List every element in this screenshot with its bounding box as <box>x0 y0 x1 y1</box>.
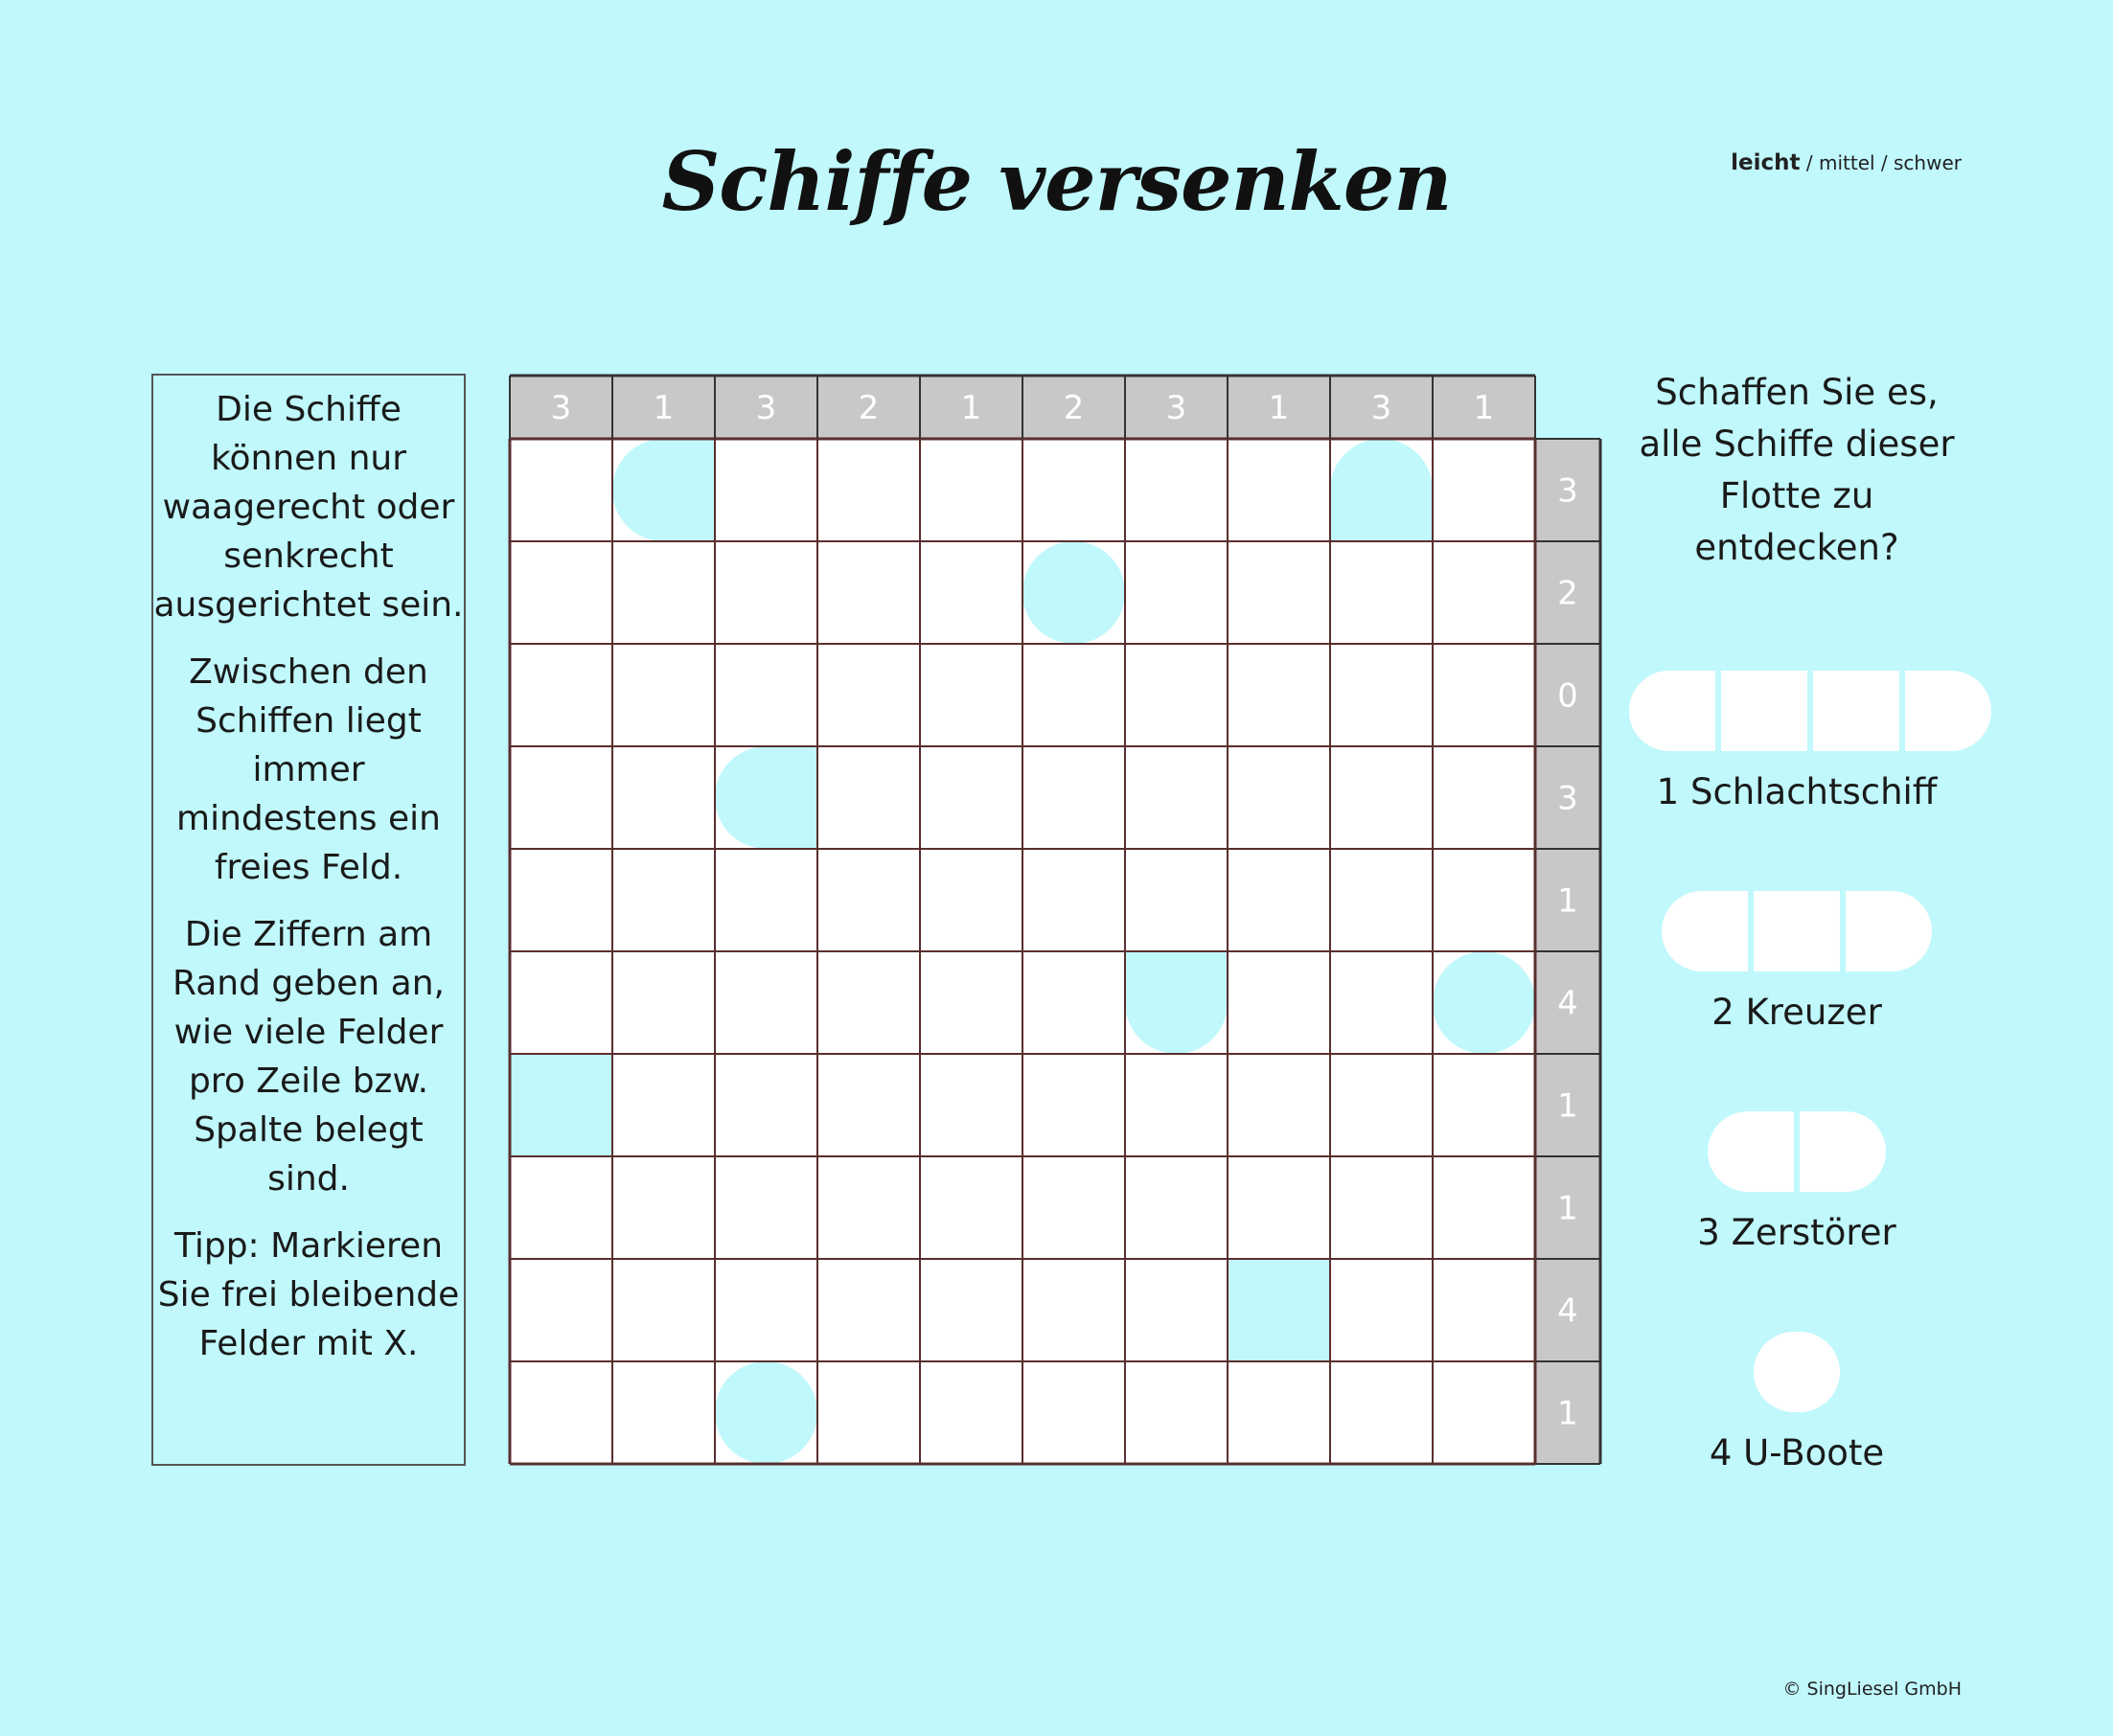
grid-cell[interactable] <box>612 1054 715 1156</box>
fleet-ship-icon <box>1629 671 1991 751</box>
grid-cell[interactable] <box>1125 1054 1228 1156</box>
grid-cell[interactable] <box>510 849 612 951</box>
grid-cell[interactable] <box>715 541 817 644</box>
grid-cell[interactable] <box>1330 746 1433 849</box>
grid-cell[interactable] <box>1125 541 1228 644</box>
fleet-ship-body <box>1662 891 1932 971</box>
row-clue: 4 <box>1557 984 1578 1023</box>
grid-cell[interactable] <box>1125 644 1228 746</box>
difficulty-hard[interactable]: schwer <box>1894 151 1962 174</box>
grid-cell[interactable] <box>1433 1259 1535 1361</box>
fleet-item <box>1629 671 1964 814</box>
grid-cell[interactable] <box>920 951 1022 1054</box>
grid-cell[interactable] <box>612 951 715 1054</box>
column-clue: 1 <box>653 389 675 427</box>
row-clue: 1 <box>1557 1189 1578 1228</box>
grid-cell[interactable] <box>817 849 920 951</box>
fleet-item <box>1629 1111 1964 1255</box>
row-clue: 4 <box>1557 1291 1578 1331</box>
column-clue: 2 <box>1063 389 1085 427</box>
hint-ship-end-left <box>612 439 715 541</box>
puzzle-board <box>508 374 1602 1468</box>
grid-cell[interactable] <box>1022 644 1125 746</box>
rule-text: Zwischen den Schiffen liegt immer mindestens ein freies Feld. <box>176 652 441 887</box>
grid-cell[interactable] <box>1125 746 1228 849</box>
grid-cell[interactable] <box>715 1259 817 1361</box>
fleet-ship-divider <box>1794 1111 1800 1192</box>
grid-cell[interactable] <box>1330 644 1433 746</box>
grid-cell[interactable] <box>1022 951 1125 1054</box>
grid-cell[interactable] <box>1022 849 1125 951</box>
grid-cell[interactable] <box>920 1361 1022 1464</box>
hint-ship-middle <box>1228 1259 1330 1361</box>
hint-submarine <box>1022 541 1125 644</box>
grid-cell[interactable] <box>612 644 715 746</box>
grid-cell[interactable] <box>1022 439 1125 541</box>
grid-cell[interactable] <box>920 1156 1022 1259</box>
grid-cell[interactable] <box>1228 849 1330 951</box>
difficulty-separator: / <box>1800 151 1819 174</box>
page-title: Schiffe versenken <box>661 134 1452 229</box>
grid-cell[interactable] <box>715 1054 817 1156</box>
grid-cell[interactable] <box>817 746 920 849</box>
grid-cell[interactable] <box>510 1156 612 1259</box>
grid-cell[interactable] <box>1228 1054 1330 1156</box>
grid-cell[interactable] <box>817 1054 920 1156</box>
grid-cell[interactable] <box>1433 849 1535 951</box>
column-clue: 1 <box>1268 389 1290 427</box>
grid-cell[interactable] <box>1022 1259 1125 1361</box>
grid-cell[interactable] <box>1433 439 1535 541</box>
tip-text: Tipp: Markieren Sie frei bleibende Felder mit X. <box>157 1226 460 1363</box>
grid-cell[interactable] <box>612 1361 715 1464</box>
grid-cell[interactable] <box>817 439 920 541</box>
grid-cell[interactable] <box>612 746 715 849</box>
grid-cell[interactable] <box>920 849 1022 951</box>
grid-cell[interactable] <box>1228 951 1330 1054</box>
fleet-ship-divider <box>1840 891 1846 971</box>
row-clue: 1 <box>1557 1394 1578 1433</box>
grid-cell[interactable] <box>510 541 612 644</box>
column-clue: 3 <box>1370 389 1392 427</box>
grid-cell[interactable] <box>1228 1361 1330 1464</box>
grid-cell[interactable] <box>612 849 715 951</box>
fleet-label: 1 Schlachtschiff <box>1656 771 1938 812</box>
grid-cell[interactable] <box>1125 1361 1228 1464</box>
grid-cell[interactable] <box>817 541 920 644</box>
grid-cell[interactable] <box>1433 1361 1535 1464</box>
hint-ship-end-left <box>715 746 817 849</box>
grid-cell[interactable] <box>817 951 920 1054</box>
grid-cell[interactable] <box>715 849 817 951</box>
grid-cell[interactable] <box>817 1259 920 1361</box>
hint-ship-end-bottom <box>1125 951 1228 1054</box>
grid-cell[interactable] <box>1022 746 1125 849</box>
column-clue: 3 <box>550 389 572 427</box>
grid-cell[interactable] <box>510 746 612 849</box>
row-clue: 3 <box>1557 779 1578 818</box>
grid-cell[interactable] <box>1330 541 1433 644</box>
fleet-ship-icon <box>1708 1111 1886 1192</box>
column-clue: 2 <box>858 389 880 427</box>
grid-cell[interactable] <box>510 1259 612 1361</box>
grid-cell[interactable] <box>1125 439 1228 541</box>
grid-cell[interactable] <box>1125 849 1228 951</box>
column-clue: 3 <box>1165 389 1187 427</box>
grid-cell[interactable] <box>715 951 817 1054</box>
fleet-ship-divider <box>1715 671 1721 751</box>
column-clue: 1 <box>1473 389 1495 427</box>
grid-cell[interactable] <box>920 1259 1022 1361</box>
rule-text: Die Ziffern am Rand geben an, wie viele Felder pro Zeile bzw. Spalte belegt sind. <box>172 915 445 1199</box>
row-clue: 2 <box>1557 574 1578 613</box>
grid-cell[interactable] <box>1125 1156 1228 1259</box>
grid-cell[interactable] <box>920 439 1022 541</box>
fleet-ship-body <box>1754 1332 1840 1412</box>
intro-question: Schaffen Sie es, alle Schiffe dieser Flotte zu entdecken? <box>1639 372 1955 568</box>
grid-cell[interactable] <box>510 1361 612 1464</box>
grid-cell[interactable] <box>817 644 920 746</box>
fleet-ship-divider <box>1807 671 1813 751</box>
grid-cell[interactable] <box>1228 746 1330 849</box>
fleet-label: 3 Zerstörer <box>1697 1212 1896 1253</box>
grid-cell[interactable] <box>510 439 612 541</box>
grid-cell[interactable] <box>817 1361 920 1464</box>
fleet-label: 4 U-Boote <box>1709 1432 1885 1473</box>
grid-cell[interactable] <box>612 1259 715 1361</box>
grid-cell[interactable] <box>1433 1054 1535 1156</box>
difficulty-easy[interactable]: leicht <box>1731 150 1801 175</box>
hint-ship-middle <box>510 1054 612 1156</box>
grid-cell[interactable] <box>715 439 817 541</box>
grid-cell[interactable] <box>1330 1259 1433 1361</box>
grid-cell[interactable] <box>1228 644 1330 746</box>
fleet-label: 2 Kreuzer <box>1711 992 1882 1033</box>
fleet-ship-divider <box>1899 671 1905 751</box>
grid-cell[interactable] <box>1433 1156 1535 1259</box>
puzzle-grid <box>508 374 1602 1468</box>
rule-text: Die Schiffe können nur waagerecht oder senkrecht ausgerichtet sein. <box>153 390 464 625</box>
grid-cell[interactable] <box>817 1156 920 1259</box>
fleet-item <box>1629 1332 1964 1475</box>
grid-cell[interactable] <box>510 644 612 746</box>
fleet-item <box>1629 891 1964 1035</box>
fleet-ship-icon <box>1662 891 1932 971</box>
column-clue: 3 <box>755 389 777 427</box>
grid-cell[interactable] <box>1330 1054 1433 1156</box>
grid-cell[interactable] <box>1330 849 1433 951</box>
column-clue: 1 <box>960 389 982 427</box>
grid-cell[interactable] <box>1433 746 1535 849</box>
grid-cell[interactable] <box>1330 1361 1433 1464</box>
grid-cell[interactable] <box>612 541 715 644</box>
grid-cell[interactable] <box>510 951 612 1054</box>
row-clue: 3 <box>1557 471 1578 511</box>
difficulty-selector <box>1731 150 1962 175</box>
hint-submarine <box>715 1361 817 1464</box>
difficulty-medium[interactable]: mittel <box>1818 151 1875 174</box>
row-clue: 1 <box>1557 1086 1578 1126</box>
grid-cell[interactable] <box>920 1054 1022 1156</box>
hint-ship-end-top <box>1330 439 1433 541</box>
grid-cell[interactable] <box>1433 541 1535 644</box>
hint-submarine <box>1433 951 1535 1054</box>
grid-cell[interactable] <box>920 746 1022 849</box>
copyright: © SingLiesel GmbH <box>1782 1679 1962 1700</box>
row-clue: 1 <box>1557 881 1578 921</box>
grid-cell[interactable] <box>612 1156 715 1259</box>
grid-cell[interactable] <box>1330 1156 1433 1259</box>
grid-cell[interactable] <box>1228 439 1330 541</box>
grid-cell[interactable] <box>920 644 1022 746</box>
fleet-ship-icon <box>1754 1332 1840 1412</box>
grid-cell[interactable] <box>715 1156 817 1259</box>
grid-cell[interactable] <box>1022 1361 1125 1464</box>
grid-cell[interactable] <box>1228 541 1330 644</box>
grid-cell[interactable] <box>1330 951 1433 1054</box>
rules-box <box>151 374 466 1466</box>
fleet-ship-divider <box>1748 891 1754 971</box>
grid-cell[interactable] <box>1433 644 1535 746</box>
grid-cell[interactable] <box>1125 1259 1228 1361</box>
difficulty-separator: / <box>1874 151 1895 174</box>
grid-cell[interactable] <box>1022 1054 1125 1156</box>
grid-cell[interactable] <box>1022 1156 1125 1259</box>
grid-cell[interactable] <box>920 541 1022 644</box>
grid-cell[interactable] <box>715 644 817 746</box>
row-clue: 0 <box>1557 676 1578 716</box>
grid-cell[interactable] <box>1228 1156 1330 1259</box>
